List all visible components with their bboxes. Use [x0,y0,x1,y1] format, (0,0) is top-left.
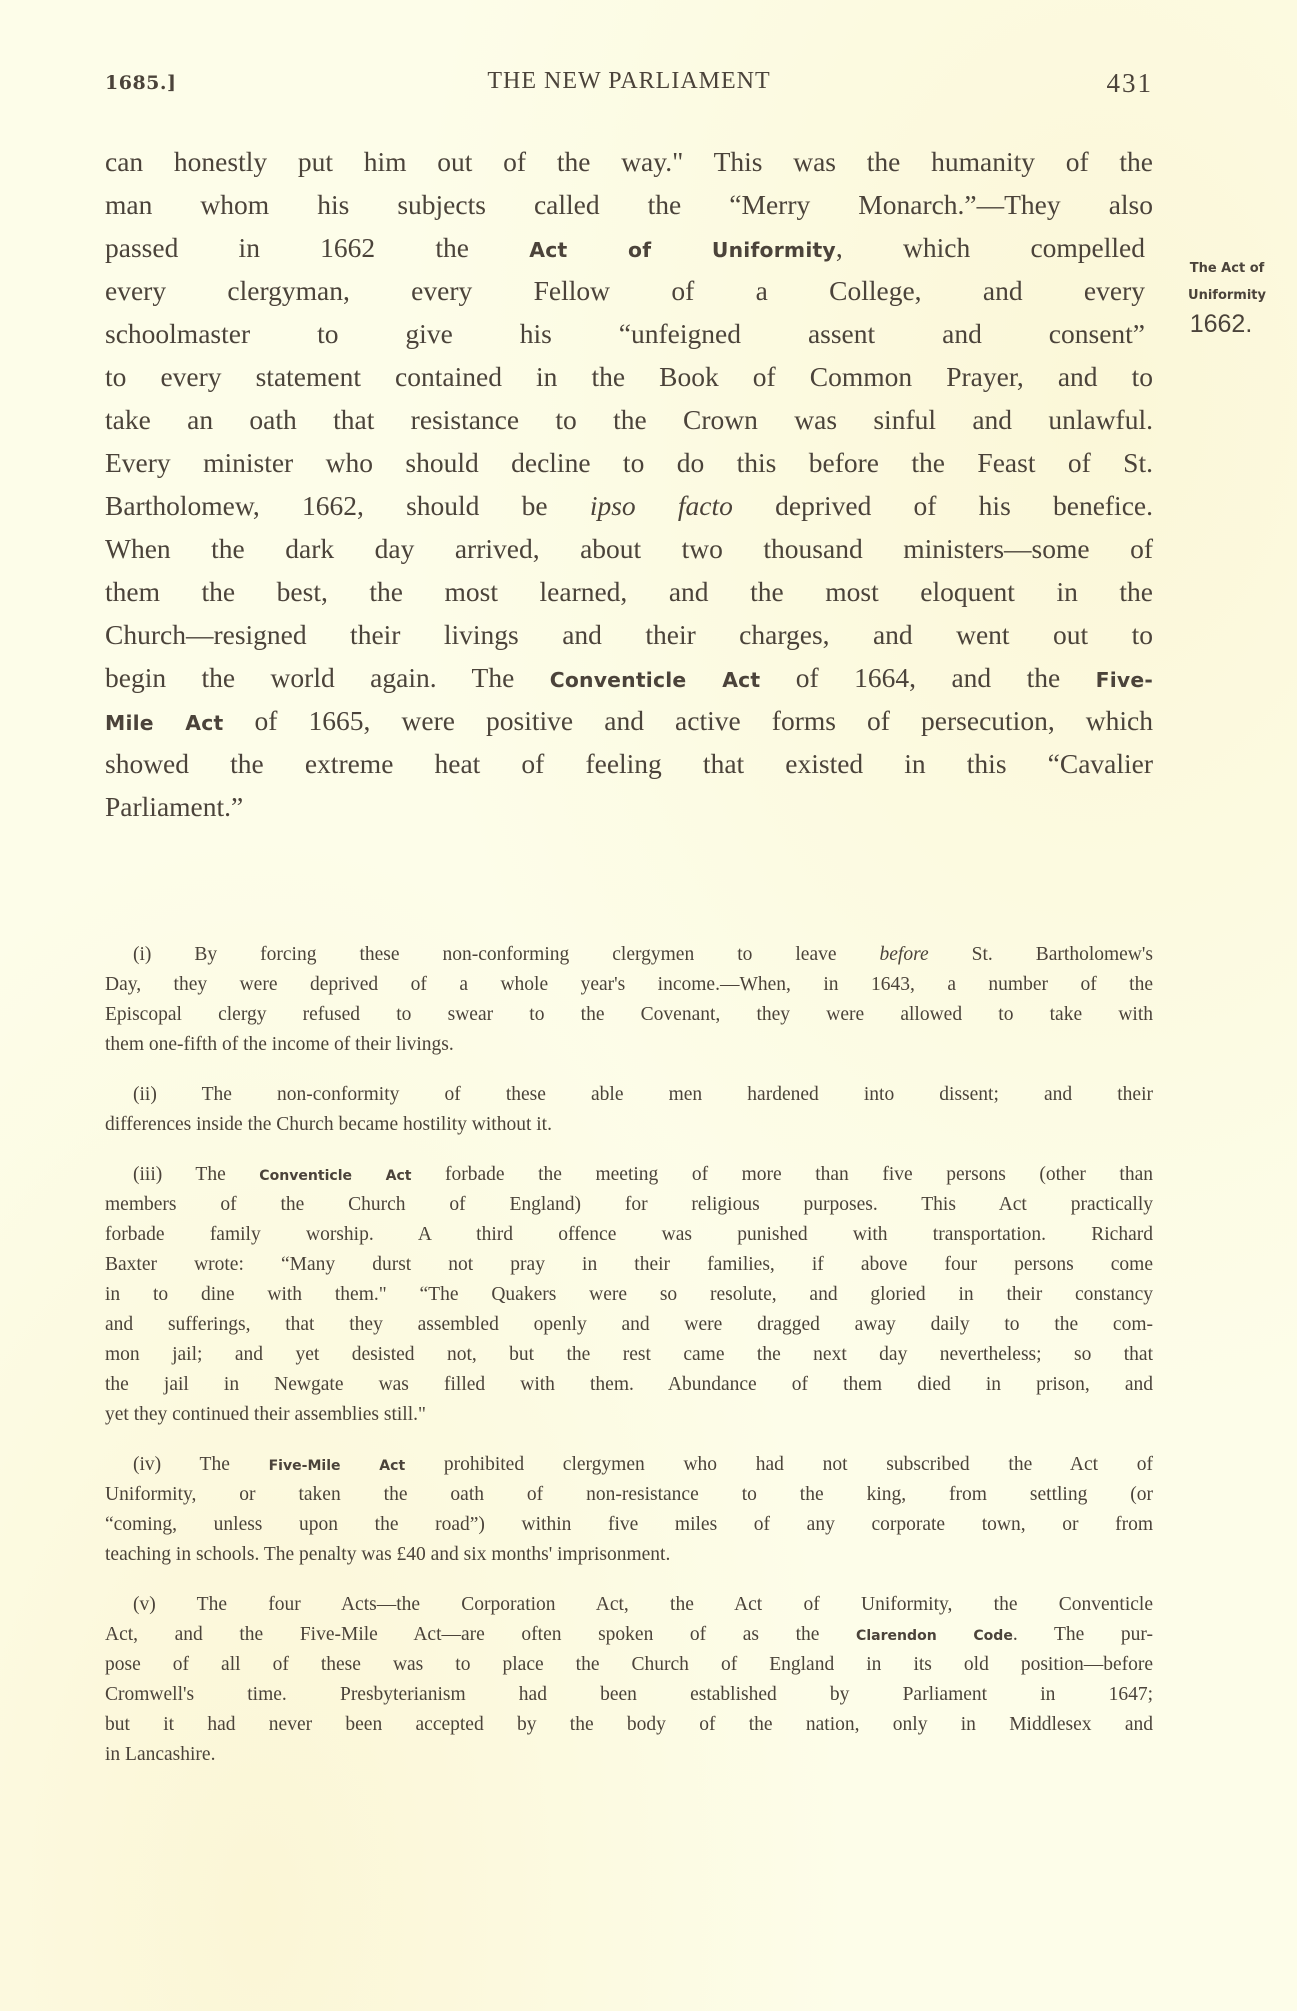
note-line: (i) By forcing these non-conforming clergymen to leave before St. Bartholomew's [133,944,1153,965]
margin-note-line: Uniformity [1188,288,1266,303]
bold-term: Conventicle Act [259,1168,412,1184]
note-line: (iii) The Conventicle Act forbade the meeting of more than five persons (other than [133,1164,1153,1185]
note-line: forbade family worship. A third offence was punished with transportation. Richard [105,1224,1153,1245]
bold-term: Five-Mile Act [268,1458,406,1474]
text-line: When the dark day arrived, about two thousand ministers—some of [105,533,1153,564]
note-line: yet they continued their assemblies still." [105,1404,426,1425]
text-line: every clergyman, every Fellow of a College, and every [105,275,1145,306]
footnote-ii [105,1080,1153,1140]
note-line: Uniformity, or taken the oath of non-resistance to the king, from settling (or [105,1484,1153,1505]
text-line: them the best, the most learned, and the most eloquent in the [105,576,1153,607]
bold-term: Clarendon Code [856,1628,1013,1644]
margin-note-line: The Act of [1189,261,1265,276]
page-number: 431 [1106,68,1153,98]
header-title: THE NEW PARLIAMENT [487,68,771,94]
note-line: (v) The four Acts—the Corporation Act, the Act of Uniformity, the Conventicle [133,1594,1153,1615]
footnote-i [105,940,1153,1060]
italic-term: ipso facto [589,490,733,521]
bold-term: Act of Uniformity [529,238,836,262]
note-line: the jail in Newgate was filled with them. Abundance of them died in prison, and [105,1374,1153,1395]
note-line: mon jail; and yet desisted not, but the rest came the next day nevertheless; so that [105,1344,1153,1365]
note-line: but it had never been accepted by the body of the nation, only in Middlesex and [105,1714,1153,1735]
note-line: (ii) The non-conformity of these able men hardened into dissent; and their [133,1084,1153,1105]
note-line: Episcopal clergy refused to swear to the Covenant, they were allowed to take with [105,1004,1153,1025]
text-line: man whom his subjects called the “Merry Monarch.”—They also [105,189,1153,220]
text-line: passed in 1662 the Act of Uniformity, which compelled [105,232,1145,263]
header-year: 1685.] [105,72,177,94]
text-line: Parliament.” [105,791,244,822]
note-line: Act, and the Five-Mile Act—are often spoken of as the Clarendon Code. The pur- [105,1624,1153,1645]
margin-note [1168,255,1286,339]
text-line: Every minister who should decline to do this before the Feast of St. [105,447,1153,478]
text-line: Mile Act of 1665, were positive and active forms of persecution, which [105,705,1153,736]
note-line: in to dine with them." “The Quakers were so resolute, and gloried in their constancy [105,1284,1153,1305]
main-text [105,140,1153,828]
footnotes [105,940,1153,1790]
note-line: Cromwell's time. Presbyterianism had been established by Parliament in 1647; [105,1684,1153,1705]
text-line: take an oath that resistance to the Crown was sinful and unlawful. [105,404,1153,435]
text-line: can honestly put him out of the way." This was the humanity of the [105,146,1153,177]
margin-note-year: 1662. [1189,310,1253,338]
note-line: Day, they were deprived of a whole year's income.—When, in 1643, a number of the [105,974,1153,995]
bold-term: Five- [1095,668,1153,692]
footnote-v [105,1590,1153,1770]
bold-term: Mile Act [105,711,224,735]
text-line: Bartholomew, 1662, should be ipso facto deprived of his benefice. [105,490,1153,521]
note-line: and sufferings, that they assembled openly and were dragged away daily to the com- [105,1314,1153,1335]
footnote-iv [105,1450,1153,1570]
note-line: pose of all of these was to place the Church of England in its old position—before [105,1654,1153,1675]
text-line: begin the world again. The Conventicle Act of 1664, and the Five- [105,662,1153,693]
text-line: to every statement contained in the Book of Common Prayer, and to [105,361,1153,392]
running-header [105,68,1153,108]
note-line: (iv) The Five-Mile Act prohibited clergymen who had not subscribed the Act of [133,1454,1154,1475]
note-line: members of the Church of England) for religious purposes. This Act practically [105,1194,1153,1215]
note-line: “coming, unless upon the road”) within five miles of any corporate town, or from [105,1514,1153,1535]
footnote-iii [105,1160,1153,1430]
note-line: teaching in schools. The penalty was £40 and six months' imprisonment. [105,1544,671,1565]
note-line: differences inside the Church became hostility without it. [105,1114,552,1135]
text-line: showed the extreme heat of feeling that existed in this “Cavalier [105,748,1153,779]
note-line: Baxter wrote: “Many durst not pray in their families, if above four persons come [105,1254,1153,1275]
bold-term: Conventicle Act [549,668,761,692]
note-line: them one-fifth of the income of their livings. [105,1034,454,1055]
text-line: Church—resigned their livings and their charges, and went out to [105,619,1153,650]
note-line: in Lancashire. [105,1744,216,1765]
text-line: schoolmaster to give his “unfeigned assent and consent” [105,318,1145,349]
